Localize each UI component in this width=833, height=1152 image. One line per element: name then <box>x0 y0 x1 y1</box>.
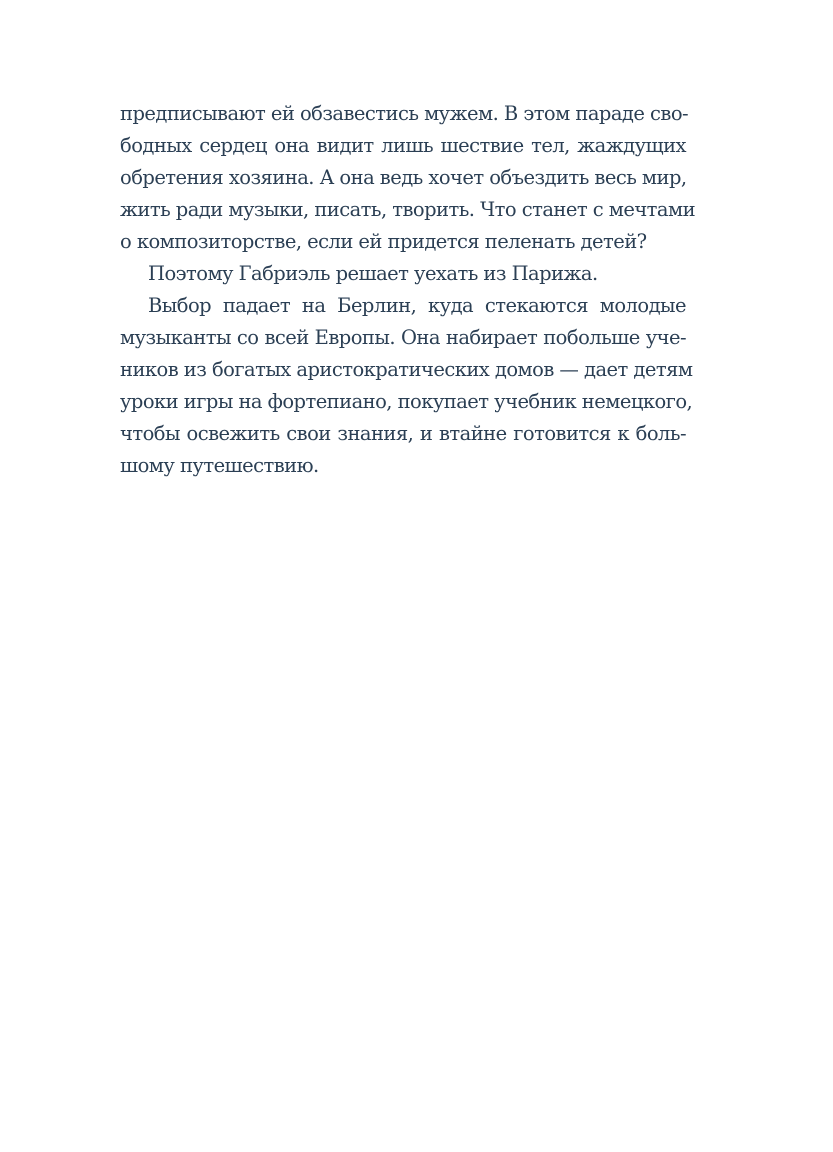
text-line: предписывают ей обзавестись мужем. В этом параде сво- <box>120 102 689 125</box>
text-line: уроки игры на фортепиано, покупает учебник немецкого, <box>120 390 693 413</box>
paragraph-line: Поэтому Габриэль решает уехать из Парижа. <box>148 262 598 285</box>
body-text <box>120 98 696 482</box>
text-line: ников из богатых аристократических домов — дает детям <box>120 358 693 381</box>
text-line: шому путешествию. <box>120 454 319 477</box>
text-line: о композиторстве, если ей придется пеленать детей? <box>120 230 647 253</box>
text-line: бодных сердец она видит лишь шествие тел, жаждущих <box>120 134 686 157</box>
text-line: жить ради музыки, писать, творить. Что станет с мечтами <box>120 198 696 221</box>
text-line: музыканты со всей Европы. Она набирает побольше уче- <box>120 326 686 349</box>
text-line: обретения хозяина. А она ведь хочет объездить весь мир, <box>120 166 687 189</box>
paragraph-line: Выбор падает на Берлин, куда стекаются молодые <box>148 294 686 317</box>
text-line: чтобы освежить свои знания, и втайне готовится к боль- <box>120 422 686 445</box>
